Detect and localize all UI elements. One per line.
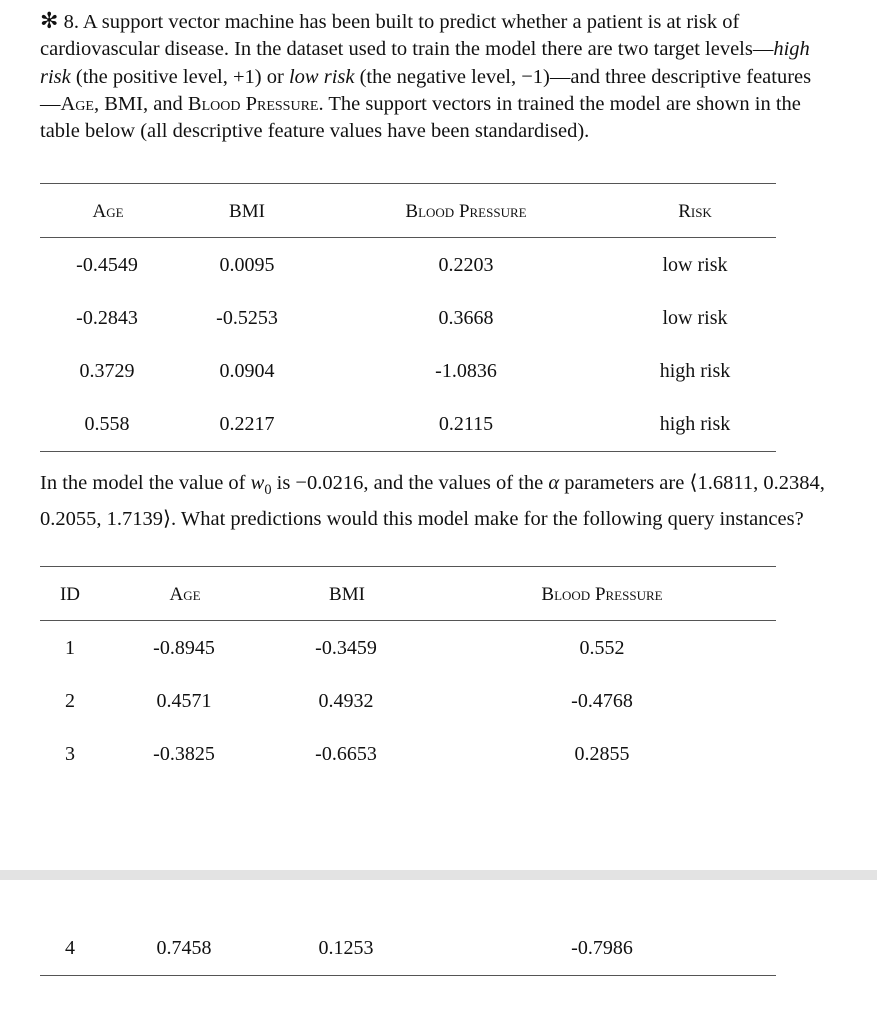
table-bottom-rule xyxy=(40,975,776,976)
query-header-blood-pressure: Blood Pressure xyxy=(541,584,663,605)
sv-blood-pressure: -1.0836 xyxy=(435,360,497,382)
sv-age: -0.4549 xyxy=(76,254,138,276)
query-age: 0.7458 xyxy=(156,937,212,959)
query-age: -0.3825 xyxy=(153,743,215,765)
sv-header-age: Age xyxy=(92,201,124,222)
query-header-bmi: BMI xyxy=(329,584,365,605)
query-blood-pressure: -0.7986 xyxy=(571,937,633,959)
query-id: 2 xyxy=(65,690,75,712)
sv-bmi: 0.2217 xyxy=(219,413,275,435)
sv-risk: low risk xyxy=(662,254,728,276)
sv-age: 0.558 xyxy=(84,413,130,435)
table-top-rule xyxy=(40,566,776,567)
query-blood-pressure: 0.2855 xyxy=(574,743,630,765)
query-header-age: Age xyxy=(169,584,201,605)
query-blood-pressure: -0.4768 xyxy=(571,690,633,712)
sv-blood-pressure: 0.2203 xyxy=(438,254,494,276)
query-header-id: ID xyxy=(59,584,81,605)
query-bmi: 0.4932 xyxy=(318,690,374,712)
query-id: 3 xyxy=(65,743,75,765)
query-bmi: -0.6653 xyxy=(315,743,377,765)
sv-bmi: -0.5253 xyxy=(216,307,278,329)
sv-risk: low risk xyxy=(662,307,728,329)
table-header-rule xyxy=(40,620,776,621)
question-intro: ✻ 8. A support vector machine has been built to predict whether a patient is at risk of cardiovascular disease. In the dataset used to train the model there are two target levels—high risk (the positive level, +1) or low risk (the negative level, −1)—and three descriptive features—Age, BMI, and Blood Pressure. The support vectors in trained the model are shown in the table below (all descriptive feature values have been standardised). xyxy=(40,9,812,143)
sv-bmi: 0.0904 xyxy=(219,360,275,382)
query-age: 0.4571 xyxy=(156,690,212,712)
query-bmi: 0.1253 xyxy=(318,937,374,959)
query-bmi: -0.3459 xyxy=(315,637,377,659)
star-icon: ✻ xyxy=(40,9,59,34)
table-top-rule xyxy=(40,183,776,184)
sv-blood-pressure: 0.2115 xyxy=(438,413,494,435)
sv-blood-pressure: 0.3668 xyxy=(438,307,494,329)
sv-age: -0.2843 xyxy=(76,307,138,329)
sv-header-bmi: BMI xyxy=(229,201,265,222)
sv-header-risk: Risk xyxy=(678,201,712,222)
sv-age: 0.3729 xyxy=(79,360,135,382)
query-age: -0.8945 xyxy=(153,637,215,659)
sv-bmi: 0.0095 xyxy=(219,254,275,276)
query-blood-pressure: 0.552 xyxy=(579,637,625,659)
query-id: 1 xyxy=(65,637,75,659)
sv-risk: high risk xyxy=(659,360,731,382)
table-bottom-rule xyxy=(40,451,776,452)
page-break-band xyxy=(0,870,877,880)
table-header-rule xyxy=(40,237,776,238)
query-id: 4 xyxy=(65,937,75,959)
question-body: In the model the value of $w_0$ is −0.0216, and the values of the α parameters are ⟨1.6811, 0.2384, 0.2055, 1.7139⟩. What predictions would this model make for the following query instances? xyxy=(40,472,825,531)
sv-risk: high risk xyxy=(659,413,731,435)
sv-header-blood-pressure: Blood Pressure xyxy=(405,201,527,222)
